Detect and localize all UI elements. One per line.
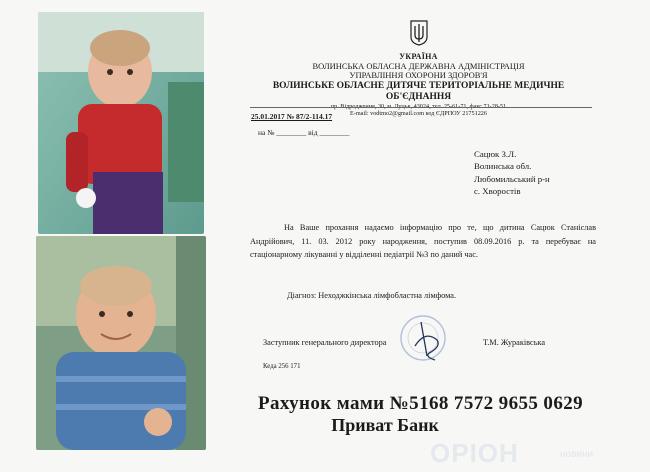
watermark-brand: ОРІОН [430,438,519,468]
letterhead-address: пр. Відродження, 30, м. Луцьк, 43024, тел. 25-61-71, факс 71-28-51 [330,102,507,110]
letterhead-organization: ВОЛИНСЬКЕ ОБЛАСНЕ ДИТЯЧЕ ТЕРИТОРІАЛЬНЕ МЕДИЧНЕ ОБ'ЄДНАННЯ [272,81,565,103]
recipient-name: Сацюк З.Л. [474,149,517,159]
letterhead-contacts: E-mail: vodtmo2@gmail.com код ЄДРПОУ 21751226 [350,110,487,118]
bank-account-number: Рахунок мами №5168 7572 9655 0629 [258,393,584,414]
trident-emblem-icon [410,20,428,46]
reply-reference: на № ________ від ________ [258,128,350,137]
letterhead [246,20,591,117]
recipient-district: Любомильський р-н [474,173,550,184]
executor-note: Кеда 256 171 [263,363,301,370]
letterhead-administration: ВОЛИНСЬКА ОБЛАСНА ДЕРЖАВНА АДМІНІСТРАЦІЯ [312,60,525,71]
document-reference: 25.01.2017 № 87/2-114.17 [251,112,333,121]
letterhead-department: УПРАВЛІННЯ ОХОРОНИ ЗДОРОВ'Я [349,70,488,81]
diagnosis-text: Діагноз: Неходжкінська лімфобластна лімфома. [287,291,457,300]
signatory-role: Заступник генерального директора [263,338,387,347]
letter-body: На Ваше прохання надаємо інформацію про те, що дитина Сацюк Станіслав Андрійович, 11. 03. 2012 року народження, поступив 08.09.2016 р. та перебуває на стаціонарному лікуванні у відділенні педіатрії №3 по даний час. [250,223,596,260]
letterhead-country: УКРАЇНА [399,52,438,62]
recipient-village: с. Хворостів [474,185,521,196]
signatory-name: Т.М. Жураківська [483,338,546,347]
recipient-block [474,148,550,197]
letterhead-divider [250,107,592,108]
recipient-region: Волинська обл. [474,161,532,172]
signature-stamp-icon [393,312,457,368]
child-photo-top [38,12,204,234]
watermark-site: новини [560,449,594,460]
bank-name: Приват Банк [331,415,439,435]
